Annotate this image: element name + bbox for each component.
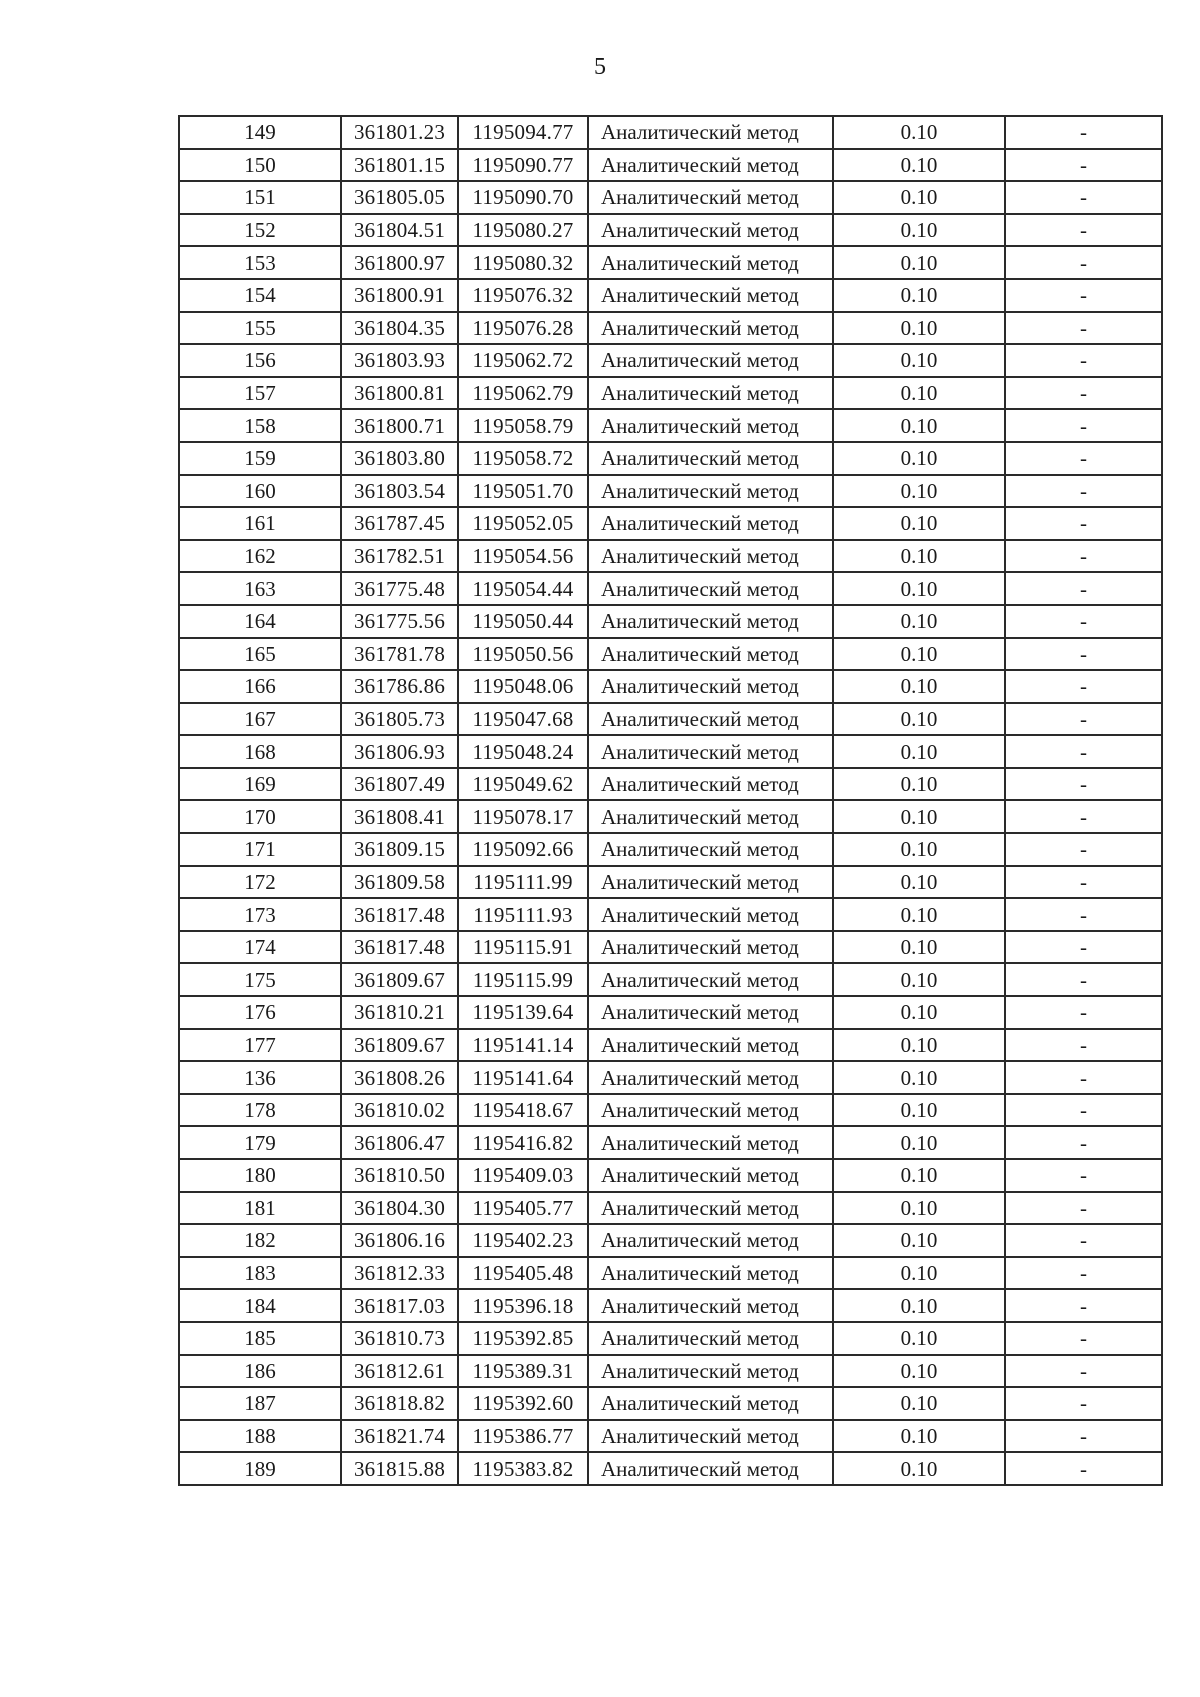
coordinates-table-body	[179, 116, 1162, 1485]
accuracy-cell: 0.10	[833, 116, 1005, 149]
note-cell: -	[1005, 1029, 1162, 1062]
x-coordinate-cell: 361809.15	[341, 833, 458, 866]
method-cell: Аналитический метод	[588, 963, 833, 996]
y-coordinate-cell: 1195047.68	[458, 703, 588, 736]
point-number-cell: 185	[179, 1322, 341, 1355]
point-number-cell: 179	[179, 1126, 341, 1159]
y-coordinate-cell: 1195062.72	[458, 344, 588, 377]
method-cell: Аналитический метод	[588, 1355, 833, 1388]
x-coordinate-cell: 361809.67	[341, 963, 458, 996]
y-coordinate-cell: 1195392.60	[458, 1387, 588, 1420]
table-row	[179, 1420, 1162, 1453]
x-coordinate-cell: 361809.58	[341, 866, 458, 899]
x-coordinate-cell: 361787.45	[341, 507, 458, 540]
note-cell: -	[1005, 116, 1162, 149]
method-cell: Аналитический метод	[588, 1289, 833, 1322]
table-row	[179, 1355, 1162, 1388]
x-coordinate-cell: 361817.03	[341, 1289, 458, 1322]
point-number-cell: 159	[179, 442, 341, 475]
x-coordinate-cell: 361800.81	[341, 377, 458, 410]
table-row	[179, 703, 1162, 736]
table-row	[179, 1224, 1162, 1257]
note-cell: -	[1005, 1159, 1162, 1192]
method-cell: Аналитический метод	[588, 1420, 833, 1453]
x-coordinate-cell: 361803.54	[341, 475, 458, 508]
y-coordinate-cell: 1195141.64	[458, 1061, 588, 1094]
y-coordinate-cell: 1195094.77	[458, 116, 588, 149]
x-coordinate-cell: 361810.21	[341, 996, 458, 1029]
y-coordinate-cell: 1195386.77	[458, 1420, 588, 1453]
y-coordinate-cell: 1195409.03	[458, 1159, 588, 1192]
point-number-cell: 171	[179, 833, 341, 866]
table-row	[179, 1159, 1162, 1192]
method-cell: Аналитический метод	[588, 1094, 833, 1127]
point-number-cell: 166	[179, 670, 341, 703]
accuracy-cell: 0.10	[833, 1126, 1005, 1159]
method-cell: Аналитический метод	[588, 1061, 833, 1094]
method-cell: Аналитический метод	[588, 507, 833, 540]
method-cell: Аналитический метод	[588, 540, 833, 573]
table-row	[179, 670, 1162, 703]
note-cell: -	[1005, 214, 1162, 247]
note-cell: -	[1005, 149, 1162, 182]
table-row	[179, 1192, 1162, 1225]
accuracy-cell: 0.10	[833, 1452, 1005, 1485]
accuracy-cell: 0.10	[833, 638, 1005, 671]
method-cell: Аналитический метод	[588, 1029, 833, 1062]
method-cell: Аналитический метод	[588, 181, 833, 214]
method-cell: Аналитический метод	[588, 898, 833, 931]
x-coordinate-cell: 361812.61	[341, 1355, 458, 1388]
table-row	[179, 833, 1162, 866]
table-row	[179, 605, 1162, 638]
accuracy-cell: 0.10	[833, 1029, 1005, 1062]
method-cell: Аналитический метод	[588, 344, 833, 377]
y-coordinate-cell: 1195048.24	[458, 735, 588, 768]
method-cell: Аналитический метод	[588, 670, 833, 703]
note-cell: -	[1005, 377, 1162, 410]
accuracy-cell: 0.10	[833, 1420, 1005, 1453]
point-number-cell: 156	[179, 344, 341, 377]
x-coordinate-cell: 361804.51	[341, 214, 458, 247]
y-coordinate-cell: 1195090.70	[458, 181, 588, 214]
x-coordinate-cell: 361815.88	[341, 1452, 458, 1485]
y-coordinate-cell: 1195080.27	[458, 214, 588, 247]
x-coordinate-cell: 361817.48	[341, 931, 458, 964]
note-cell: -	[1005, 1322, 1162, 1355]
note-cell: -	[1005, 1289, 1162, 1322]
x-coordinate-cell: 361804.30	[341, 1192, 458, 1225]
note-cell: -	[1005, 670, 1162, 703]
point-number-cell: 164	[179, 605, 341, 638]
x-coordinate-cell: 361809.67	[341, 1029, 458, 1062]
accuracy-cell: 0.10	[833, 149, 1005, 182]
point-number-cell: 160	[179, 475, 341, 508]
y-coordinate-cell: 1195092.66	[458, 833, 588, 866]
point-number-cell: 189	[179, 1452, 341, 1485]
note-cell: -	[1005, 703, 1162, 736]
table-row	[179, 768, 1162, 801]
note-cell: -	[1005, 246, 1162, 279]
table-row	[179, 181, 1162, 214]
method-cell: Аналитический метод	[588, 279, 833, 312]
point-number-cell: 155	[179, 312, 341, 345]
note-cell: -	[1005, 572, 1162, 605]
note-cell: -	[1005, 963, 1162, 996]
note-cell: -	[1005, 1224, 1162, 1257]
y-coordinate-cell: 1195052.05	[458, 507, 588, 540]
x-coordinate-cell: 361808.41	[341, 800, 458, 833]
x-coordinate-cell: 361808.26	[341, 1061, 458, 1094]
table-row	[179, 312, 1162, 345]
method-cell: Аналитический метод	[588, 246, 833, 279]
point-number-cell: 187	[179, 1387, 341, 1420]
table-row	[179, 214, 1162, 247]
x-coordinate-cell: 361804.35	[341, 312, 458, 345]
note-cell: -	[1005, 800, 1162, 833]
note-cell: -	[1005, 1126, 1162, 1159]
table-row	[179, 344, 1162, 377]
point-number-cell: 180	[179, 1159, 341, 1192]
accuracy-cell: 0.10	[833, 279, 1005, 312]
method-cell: Аналитический метод	[588, 214, 833, 247]
y-coordinate-cell: 1195405.48	[458, 1257, 588, 1290]
accuracy-cell: 0.10	[833, 442, 1005, 475]
point-number-cell: 177	[179, 1029, 341, 1062]
accuracy-cell: 0.10	[833, 735, 1005, 768]
point-number-cell: 173	[179, 898, 341, 931]
y-coordinate-cell: 1195080.32	[458, 246, 588, 279]
point-number-cell: 136	[179, 1061, 341, 1094]
accuracy-cell: 0.10	[833, 1289, 1005, 1322]
note-cell: -	[1005, 898, 1162, 931]
y-coordinate-cell: 1195076.32	[458, 279, 588, 312]
accuracy-cell: 0.10	[833, 866, 1005, 899]
page-number: 5	[594, 54, 606, 80]
table-row	[179, 735, 1162, 768]
x-coordinate-cell: 361806.16	[341, 1224, 458, 1257]
note-cell: -	[1005, 344, 1162, 377]
x-coordinate-cell: 361821.74	[341, 1420, 458, 1453]
accuracy-cell: 0.10	[833, 312, 1005, 345]
note-cell: -	[1005, 638, 1162, 671]
point-number-cell: 168	[179, 735, 341, 768]
x-coordinate-cell: 361806.93	[341, 735, 458, 768]
x-coordinate-cell: 361812.33	[341, 1257, 458, 1290]
point-number-cell: 157	[179, 377, 341, 410]
x-coordinate-cell: 361805.05	[341, 181, 458, 214]
point-number-cell: 154	[179, 279, 341, 312]
note-cell: -	[1005, 181, 1162, 214]
y-coordinate-cell: 1195389.31	[458, 1355, 588, 1388]
x-coordinate-cell: 361786.86	[341, 670, 458, 703]
x-coordinate-cell: 361803.80	[341, 442, 458, 475]
y-coordinate-cell: 1195405.77	[458, 1192, 588, 1225]
note-cell: -	[1005, 931, 1162, 964]
point-number-cell: 150	[179, 149, 341, 182]
y-coordinate-cell: 1195048.06	[458, 670, 588, 703]
x-coordinate-cell: 361810.50	[341, 1159, 458, 1192]
x-coordinate-cell: 361800.71	[341, 409, 458, 442]
point-number-cell: 172	[179, 866, 341, 899]
note-cell: -	[1005, 735, 1162, 768]
point-number-cell: 151	[179, 181, 341, 214]
point-number-cell: 176	[179, 996, 341, 1029]
y-coordinate-cell: 1195050.44	[458, 605, 588, 638]
table-row	[179, 1322, 1162, 1355]
y-coordinate-cell: 1195392.85	[458, 1322, 588, 1355]
x-coordinate-cell: 361800.91	[341, 279, 458, 312]
accuracy-cell: 0.10	[833, 1224, 1005, 1257]
accuracy-cell: 0.10	[833, 996, 1005, 1029]
table-row	[179, 1029, 1162, 1062]
note-cell: -	[1005, 768, 1162, 801]
table-row	[179, 898, 1162, 931]
y-coordinate-cell: 1195050.56	[458, 638, 588, 671]
y-coordinate-cell: 1195111.93	[458, 898, 588, 931]
accuracy-cell: 0.10	[833, 475, 1005, 508]
point-number-cell: 158	[179, 409, 341, 442]
table-row	[179, 116, 1162, 149]
table-row	[179, 246, 1162, 279]
y-coordinate-cell: 1195049.62	[458, 768, 588, 801]
table-row	[179, 507, 1162, 540]
method-cell: Аналитический метод	[588, 475, 833, 508]
accuracy-cell: 0.10	[833, 1322, 1005, 1355]
table-row	[179, 866, 1162, 899]
method-cell: Аналитический метод	[588, 638, 833, 671]
coordinates-table	[178, 115, 1163, 1486]
point-number-cell: 152	[179, 214, 341, 247]
y-coordinate-cell: 1195058.72	[458, 442, 588, 475]
method-cell: Аналитический метод	[588, 1387, 833, 1420]
x-coordinate-cell: 361805.73	[341, 703, 458, 736]
point-number-cell: 165	[179, 638, 341, 671]
method-cell: Аналитический метод	[588, 931, 833, 964]
table-row	[179, 540, 1162, 573]
method-cell: Аналитический метод	[588, 442, 833, 475]
point-number-cell: 169	[179, 768, 341, 801]
point-number-cell: 162	[179, 540, 341, 573]
y-coordinate-cell: 1195076.28	[458, 312, 588, 345]
table-row	[179, 1452, 1162, 1485]
accuracy-cell: 0.10	[833, 572, 1005, 605]
x-coordinate-cell: 361801.15	[341, 149, 458, 182]
y-coordinate-cell: 1195139.64	[458, 996, 588, 1029]
table-row	[179, 800, 1162, 833]
y-coordinate-cell: 1195078.17	[458, 800, 588, 833]
point-number-cell: 149	[179, 116, 341, 149]
y-coordinate-cell: 1195115.99	[458, 963, 588, 996]
method-cell: Аналитический метод	[588, 409, 833, 442]
accuracy-cell: 0.10	[833, 1094, 1005, 1127]
y-coordinate-cell: 1195058.79	[458, 409, 588, 442]
y-coordinate-cell: 1195141.14	[458, 1029, 588, 1062]
method-cell: Аналитический метод	[588, 1322, 833, 1355]
note-cell: -	[1005, 1355, 1162, 1388]
accuracy-cell: 0.10	[833, 246, 1005, 279]
note-cell: -	[1005, 1094, 1162, 1127]
table-row	[179, 1257, 1162, 1290]
method-cell: Аналитический метод	[588, 605, 833, 638]
y-coordinate-cell: 1195054.56	[458, 540, 588, 573]
note-cell: -	[1005, 605, 1162, 638]
x-coordinate-cell: 361775.56	[341, 605, 458, 638]
table-row	[179, 1061, 1162, 1094]
accuracy-cell: 0.10	[833, 214, 1005, 247]
accuracy-cell: 0.10	[833, 768, 1005, 801]
point-number-cell: 186	[179, 1355, 341, 1388]
point-number-cell: 178	[179, 1094, 341, 1127]
table-row	[179, 475, 1162, 508]
table-row	[179, 1387, 1162, 1420]
accuracy-cell: 0.10	[833, 1257, 1005, 1290]
table-row	[179, 149, 1162, 182]
note-cell: -	[1005, 1257, 1162, 1290]
y-coordinate-cell: 1195115.91	[458, 931, 588, 964]
x-coordinate-cell: 361800.97	[341, 246, 458, 279]
x-coordinate-cell: 361806.47	[341, 1126, 458, 1159]
note-cell: -	[1005, 442, 1162, 475]
table-row	[179, 1094, 1162, 1127]
method-cell: Аналитический метод	[588, 149, 833, 182]
point-number-cell: 183	[179, 1257, 341, 1290]
method-cell: Аналитический метод	[588, 1126, 833, 1159]
accuracy-cell: 0.10	[833, 1192, 1005, 1225]
table-row	[179, 377, 1162, 410]
method-cell: Аналитический метод	[588, 800, 833, 833]
point-number-cell: 167	[179, 703, 341, 736]
method-cell: Аналитический метод	[588, 377, 833, 410]
method-cell: Аналитический метод	[588, 1192, 833, 1225]
point-number-cell: 182	[179, 1224, 341, 1257]
method-cell: Аналитический метод	[588, 572, 833, 605]
x-coordinate-cell: 361782.51	[341, 540, 458, 573]
note-cell: -	[1005, 833, 1162, 866]
note-cell: -	[1005, 1061, 1162, 1094]
table-row	[179, 963, 1162, 996]
method-cell: Аналитический метод	[588, 1159, 833, 1192]
table-row	[179, 638, 1162, 671]
x-coordinate-cell: 361775.48	[341, 572, 458, 605]
y-coordinate-cell: 1195062.79	[458, 377, 588, 410]
y-coordinate-cell: 1195418.67	[458, 1094, 588, 1127]
x-coordinate-cell: 361818.82	[341, 1387, 458, 1420]
point-number-cell: 188	[179, 1420, 341, 1453]
point-number-cell: 175	[179, 963, 341, 996]
method-cell: Аналитический метод	[588, 116, 833, 149]
note-cell: -	[1005, 866, 1162, 899]
table-row	[179, 1289, 1162, 1322]
accuracy-cell: 0.10	[833, 800, 1005, 833]
table-row	[179, 996, 1162, 1029]
y-coordinate-cell: 1195111.99	[458, 866, 588, 899]
accuracy-cell: 0.10	[833, 1355, 1005, 1388]
accuracy-cell: 0.10	[833, 507, 1005, 540]
x-coordinate-cell: 361807.49	[341, 768, 458, 801]
point-number-cell: 170	[179, 800, 341, 833]
y-coordinate-cell: 1195051.70	[458, 475, 588, 508]
x-coordinate-cell: 361801.23	[341, 116, 458, 149]
accuracy-cell: 0.10	[833, 1061, 1005, 1094]
note-cell: -	[1005, 1420, 1162, 1453]
x-coordinate-cell: 361803.93	[341, 344, 458, 377]
accuracy-cell: 0.10	[833, 963, 1005, 996]
y-coordinate-cell: 1195054.44	[458, 572, 588, 605]
method-cell: Аналитический метод	[588, 703, 833, 736]
table-row	[179, 279, 1162, 312]
x-coordinate-cell: 361810.73	[341, 1322, 458, 1355]
note-cell: -	[1005, 409, 1162, 442]
x-coordinate-cell: 361781.78	[341, 638, 458, 671]
note-cell: -	[1005, 996, 1162, 1029]
accuracy-cell: 0.10	[833, 409, 1005, 442]
note-cell: -	[1005, 507, 1162, 540]
method-cell: Аналитический метод	[588, 866, 833, 899]
point-number-cell: 174	[179, 931, 341, 964]
method-cell: Аналитический метод	[588, 768, 833, 801]
y-coordinate-cell: 1195402.23	[458, 1224, 588, 1257]
note-cell: -	[1005, 540, 1162, 573]
note-cell: -	[1005, 279, 1162, 312]
accuracy-cell: 0.10	[833, 540, 1005, 573]
accuracy-cell: 0.10	[833, 181, 1005, 214]
accuracy-cell: 0.10	[833, 1387, 1005, 1420]
method-cell: Аналитический метод	[588, 735, 833, 768]
x-coordinate-cell: 361817.48	[341, 898, 458, 931]
accuracy-cell: 0.10	[833, 377, 1005, 410]
note-cell: -	[1005, 475, 1162, 508]
accuracy-cell: 0.10	[833, 605, 1005, 638]
accuracy-cell: 0.10	[833, 1159, 1005, 1192]
method-cell: Аналитический метод	[588, 1452, 833, 1485]
y-coordinate-cell: 1195090.77	[458, 149, 588, 182]
note-cell: -	[1005, 1452, 1162, 1485]
table-row	[179, 442, 1162, 475]
note-cell: -	[1005, 1192, 1162, 1225]
point-number-cell: 184	[179, 1289, 341, 1322]
point-number-cell: 181	[179, 1192, 341, 1225]
table-row	[179, 931, 1162, 964]
table-row	[179, 572, 1162, 605]
method-cell: Аналитический метод	[588, 833, 833, 866]
note-cell: -	[1005, 1387, 1162, 1420]
accuracy-cell: 0.10	[833, 898, 1005, 931]
table-row	[179, 409, 1162, 442]
accuracy-cell: 0.10	[833, 931, 1005, 964]
accuracy-cell: 0.10	[833, 833, 1005, 866]
method-cell: Аналитический метод	[588, 996, 833, 1029]
y-coordinate-cell: 1195416.82	[458, 1126, 588, 1159]
point-number-cell: 153	[179, 246, 341, 279]
point-number-cell: 163	[179, 572, 341, 605]
x-coordinate-cell: 361810.02	[341, 1094, 458, 1127]
accuracy-cell: 0.10	[833, 703, 1005, 736]
method-cell: Аналитический метод	[588, 312, 833, 345]
accuracy-cell: 0.10	[833, 670, 1005, 703]
y-coordinate-cell: 1195383.82	[458, 1452, 588, 1485]
note-cell: -	[1005, 312, 1162, 345]
method-cell: Аналитический метод	[588, 1257, 833, 1290]
point-number-cell: 161	[179, 507, 341, 540]
y-coordinate-cell: 1195396.18	[458, 1289, 588, 1322]
accuracy-cell: 0.10	[833, 344, 1005, 377]
method-cell: Аналитический метод	[588, 1224, 833, 1257]
table-row	[179, 1126, 1162, 1159]
